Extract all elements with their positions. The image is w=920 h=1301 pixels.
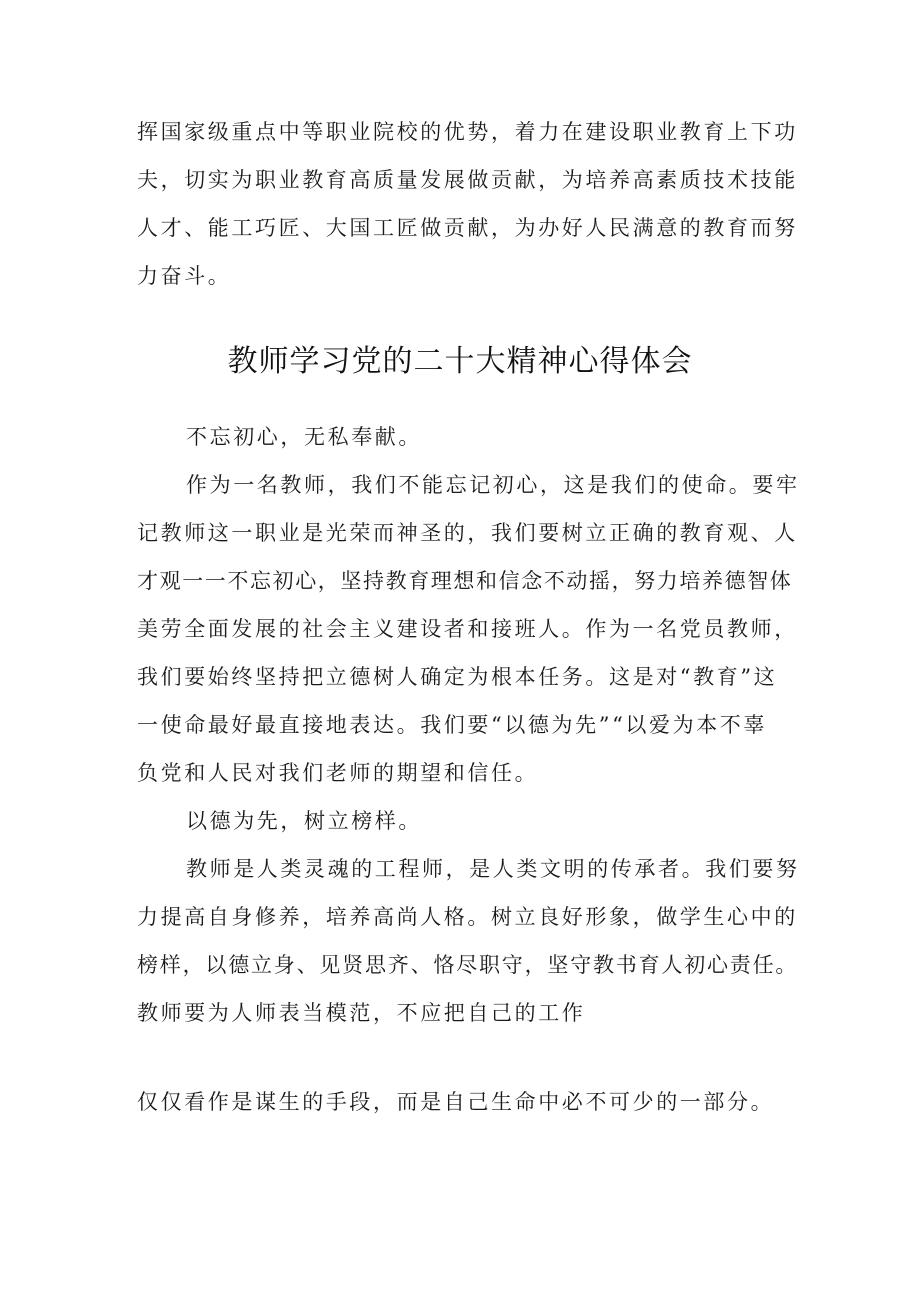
text-line: 教师要为人师表当模范，不应把自己的工作 (137, 1001, 586, 1025)
text-line: 美劳全面发展的社会主义建设者和接班人。作为一名党员教师， (137, 617, 798, 641)
text-line: 一使命最好最直接地表达。我们要“以德为先”“以爱为本不辜 (137, 713, 768, 737)
text-line: 才观一一不忘初心，坚持教育理想和信念不动摇，努力培养德智体 (137, 569, 793, 593)
text-line: 榜样，以德立身、见贤思齐、恪尽职守，坚守教书育人初心责任。 (137, 953, 799, 977)
text-line: 人才、能工巧匠、大国工匠做贡献，为办好人民满意的教育而努 (137, 216, 798, 240)
text-line: 记教师这一职业是光荣而神圣的，我们要树立正确的教育观、人 (137, 521, 798, 545)
text-line: 作为一名教师，我们不能忘记初心，这是我们的使命。要牢 (186, 473, 800, 497)
text-line: 力提高自身修养，培养高尚人格。树立良好形象，做学生心中的 (137, 905, 798, 929)
body-text (137, 413, 800, 1037)
closing-paragraph (137, 1078, 793, 1126)
section-heading-line: 以德为先，树立榜样。 (186, 809, 422, 833)
text-line: 挥国家级重点中等职业院校的优势，着力在建设职业教育上下功 (137, 120, 798, 144)
text-line: 负党和人民对我们老师的期望和信任。 (137, 761, 539, 785)
text-line: 教师是人类灵魂的工程师，是人类文明的传承者。我们要努 (186, 857, 800, 881)
text-line: 仅仅看作是谋生的手段，而是自己生命中必不可少的一部分。 (137, 1090, 775, 1114)
text-line: 力奋斗。 (137, 264, 232, 288)
text-line: 夫，切实为职业教育高质量发展做贡献，为培养高素质技术技能 (137, 168, 798, 192)
text-line: 我们要始终坚持把立德树人确定为根本任务。这是对“教育”这 (137, 665, 778, 689)
document-title: 教师学习党的二十大精神心得体会 (227, 344, 693, 379)
section-heading-line: 不忘初心，无私奉献。 (186, 425, 422, 449)
intro-paragraph (137, 108, 798, 300)
